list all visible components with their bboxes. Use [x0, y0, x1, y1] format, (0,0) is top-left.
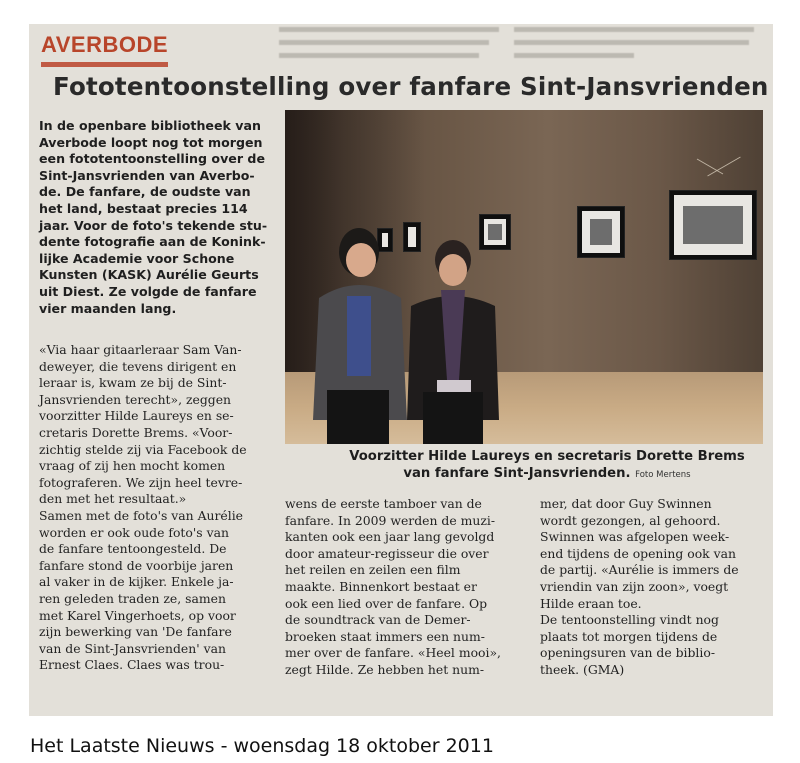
- caption-line-1: Voorzitter Hilde Laureys en secretaris Dorette Brems: [349, 449, 745, 464]
- body-line: end tijdens de opening ook van: [540, 545, 736, 561]
- body-line: maakte. Binnenkort bestaat er: [285, 578, 477, 594]
- body-line: fanfare. In 2009 werden de muzi-: [285, 512, 495, 528]
- article-photo: [285, 110, 763, 444]
- body-line: mer over de fanfare. «Heel mooi»,: [285, 645, 501, 661]
- bleed-through-texture: [279, 24, 509, 64]
- bleed-through-texture-right: [514, 24, 764, 64]
- lead-line: het land, bestaat precies 114: [39, 200, 248, 216]
- lead-line: de. De fanfare, de oudste van: [39, 184, 251, 200]
- body-column-2: [285, 496, 525, 679]
- photo-caption: [327, 448, 767, 484]
- lead-line: vier maanden lang.: [39, 300, 177, 316]
- source-footer: Het Laatste Nieuws - woensdag 18 oktober 2011: [30, 735, 494, 757]
- photo-credit: Foto Mertens: [635, 470, 691, 480]
- body-line: voorzitter Hilde Laureys en se-: [39, 408, 234, 424]
- newspaper-clipping: [29, 24, 773, 716]
- body-line: fotograferen. We zijn heel tevre-: [39, 474, 243, 490]
- lead-line: Kunsten (KASK) Aurélie Geurts: [39, 267, 259, 283]
- body-line: «Via haar gitaarleraar Sam Van-: [39, 342, 242, 357]
- body-line: Samen met de foto's van Aurélie: [39, 507, 244, 523]
- lead-line: uit Diest. Ze volgde de fanfare: [39, 283, 257, 299]
- body-line: wens de eerste tamboer van de: [285, 496, 482, 511]
- body-line: cretaris Dorette Brems. «Voor-: [39, 424, 233, 440]
- body-line: kanten ook een jaar lang gevolgd: [285, 529, 495, 545]
- body-line: zegt Hilde. Ze hebben het num-: [285, 661, 485, 677]
- lead-line: Sint-Jansvrienden van Averbo-: [39, 167, 255, 183]
- body-line: theek. (GMA): [540, 661, 625, 677]
- body-line: al vaker in de kijker. Enkele ja-: [39, 574, 234, 590]
- lead-line: lijke Academie voor Schone: [39, 250, 235, 266]
- body-line: Swinnen was afgelopen week-: [540, 529, 730, 545]
- body-line: met Karel Vingerhoets, op voor: [39, 607, 236, 623]
- body-line: wordt gezongen, al gehoord.: [540, 512, 721, 528]
- body-line: de fanfare tentoongesteld. De: [39, 541, 227, 557]
- body-line: den met het resultaat.»: [39, 491, 187, 507]
- lead-line: In de openbare bibliotheek van: [39, 118, 261, 133]
- body-column-1: [39, 342, 275, 674]
- body-line: ren geleden traden ze, samen: [39, 590, 226, 606]
- body-line: door amateur-regisseur die over: [285, 545, 489, 561]
- bleed-lines-right: [514, 24, 764, 64]
- body-line: de partij. «Aurélie is immers de: [540, 562, 739, 578]
- body-line: vriendin van zijn zoon», voegt: [540, 578, 729, 594]
- body-line: mer, dat door Guy Swinnen: [540, 496, 712, 511]
- body-line: worden er ook oude foto's van: [39, 524, 229, 540]
- article-headline: Fototentoonstelling over fanfare Sint-Jansvrienden: [53, 72, 769, 101]
- bleed-lines: [279, 24, 509, 64]
- body-line: ook een lied over de fanfare. Op: [285, 595, 488, 611]
- body-line: het reilen en zeilen een film: [285, 562, 461, 578]
- body-line: vraag of zij hen mocht komen: [39, 458, 226, 474]
- body-line: Ernest Claes. Claes was trou-: [39, 657, 225, 673]
- body-line: zichtig stelde zij via Facebook de: [39, 441, 247, 457]
- body-line: De tentoonstelling vindt nog: [540, 612, 719, 628]
- picture-frame: [669, 190, 757, 260]
- lead-paragraph: [39, 118, 275, 317]
- body-line: broeken staat immers een num-: [285, 628, 485, 644]
- body-line: Jansvrienden terecht», zeggen: [39, 391, 232, 407]
- body-line: de soundtrack van de Demer-: [285, 612, 471, 628]
- body-line: leraar is, kwam ze bij de Sint-: [39, 375, 227, 391]
- body-line: fanfare stond de voorbije jaren: [39, 557, 234, 573]
- frame-wire: [697, 159, 723, 175]
- body-line: Hilde eraan toe.: [540, 595, 642, 611]
- lead-line: een fototentoonstelling over de: [39, 151, 265, 167]
- body-line: openingsuren van de biblio-: [540, 645, 715, 661]
- body-line: zijn bewerking van 'De fanfare: [39, 624, 232, 640]
- lead-line: Averbode loopt nog tot morgen: [39, 134, 263, 150]
- body-line: deweyer, die tevens dirigent en: [39, 358, 237, 374]
- caption-line-2: [327, 465, 767, 484]
- person-right: [397, 230, 507, 444]
- section-label: AVERBODE: [41, 32, 168, 67]
- body-line: van de Sint-Jansvrienden' van: [39, 640, 226, 656]
- picture-frame: [577, 206, 625, 258]
- caption-line-2-text: van fanfare Sint-Jansvrienden.: [403, 466, 631, 481]
- lead-line: jaar. Voor de foto's tekende stu-: [39, 217, 268, 233]
- lead-line: dente fotografie aan de Konink-: [39, 234, 266, 250]
- body-column-3: [540, 496, 762, 679]
- body-line: plaats tot morgen tijdens de: [540, 628, 718, 644]
